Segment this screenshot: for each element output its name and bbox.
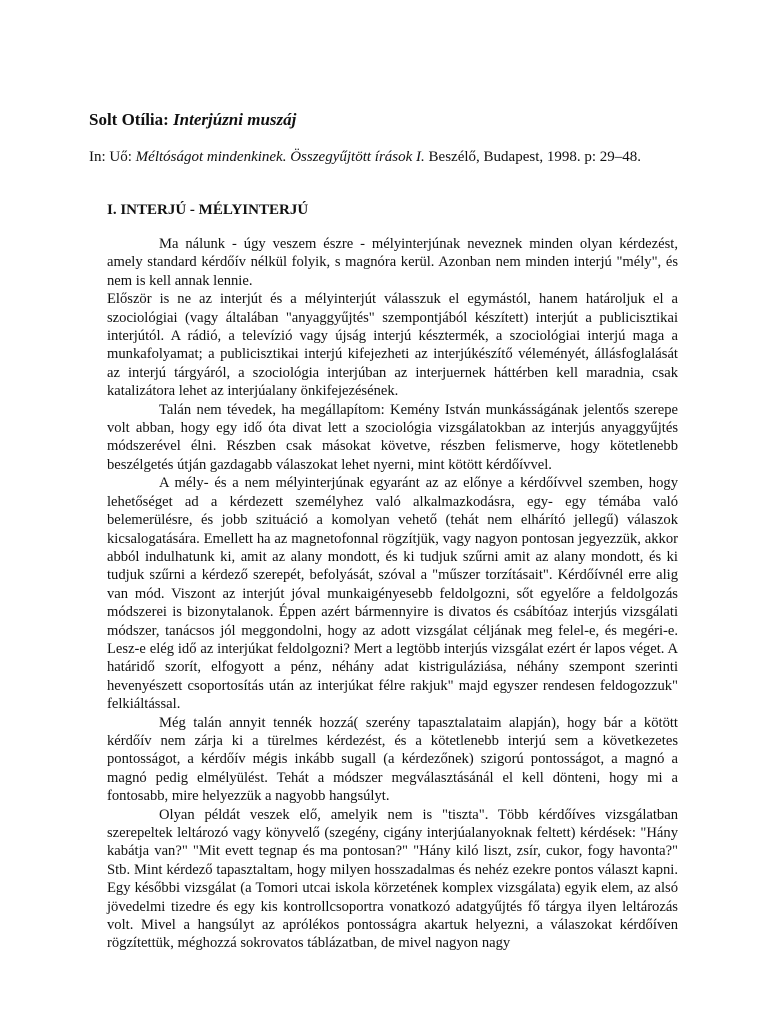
body-text xyxy=(107,235,678,953)
document-title xyxy=(89,110,296,130)
paragraph: Először is ne az interjút és a mélyinterjút válasszuk el egymástól, hanem határoljuk el a szociológiai (vagy általában "anyaggyűjtés" szempontjából készített) interjút a publicisztikai interjútól. A rádió, a televízió vagy újság interjú késztermék, a szociológiai interjú maga a munkafolyamat; a publicisztikai interjú kifejezheti az interjúkészítő véleményét, állásfoglalását az interjú tárgyáról, a szociológia interjúban az interjuernek háttérben kell maradnia, csak katalizátora lehet az interjúalany önkifejezésének. xyxy=(107,291,678,400)
citation-prefix: In: Uő: xyxy=(89,149,132,165)
paragraph: Talán nem tévedek, ha megállapítom: Kemény István munkásságának jelentős szerepe volt abban, hogy egy idő óta divat lett a szociológia vizsgálatokban az interjús anyaggyűjtés módszerével élni. Részben csak másokat követve, részben felismerve, hogy kötetlenebb beszélgetés útján gazdagabb válaszokat lehet nyerni, mint kötött kérdőívvel. xyxy=(107,401,678,473)
paragraph: Ma nálunk - úgy veszem észre - mélyinterjúnak neveznek minden olyan kérdezést, amely standard kérdőív nélkül folyik, s magnóra kerül. Azonban nem minden interjú "mély", és nem is kell annak lennie. xyxy=(107,236,678,289)
work-title: Interjúzni muszáj xyxy=(173,110,297,129)
paragraph: A mély- és a nem mélyinterjúnak egyaránt az az előnye a kérdőívvel szemben, hogy lehetőséget ad a kérdezett személyhez való alkalmazkodásra, egy- egy témába való belemerülésre, és jobb szituáció a komolyan vehető (tehát nem elhárító jellegű) válaszok kicsalogatására. Emellett ha az magnetofonnal rögzítjük, vagy nagyon pontosan jegyezzük, akkor abból indulhatunk ki, amit az alany mondott, és ki tudjuk szűrni amit az alany mondott, és ki tudjuk szűrni a kérdező szerepét, befolyását, szóval a "műszer torzításait". Kérdőívnél erre alig van mód. Viszont az interjút jóval munkaigényesebb feldolgozni, sőt egyelőre a feldolgozás módszerei is bizonytalanok. Éppen azért bármennyire is divatos és csábítóaz interjús vizsgálati módszer, tanácsos jól meggondolni, hogy az adott vizsgálat céljának meg felel-e, és megéri-e. Lesz-e elég idő az interjúkat feldolgozni? Mert a legtöbb interjús vizsgálat ezért ér lapos véget. A határidő szorít, elfogyott a pénz, néhány adat kistriguláziása, néhány szempont szerinti hevenyészett csoportosítás után az interjúkat félre rakjuk" majd egyszer rendesen feldogozzuk" felkiáltással. xyxy=(107,475,678,713)
citation-publisher: Beszélő, Budapest, 1998. p: 29–48. xyxy=(428,149,642,165)
paragraph: Olyan példát veszek elő, amelyik nem is "tiszta". Több kérdőíves vizsgálatban szerepeltek leltározó vagy könyvelő (szegény, cigány interjúalanyoknak feltett) kérdések: "Hány kabátja van?" "Mit evett tegnap és ma pontosan?" "Hány kiló liszt, zsír, cukor, fogy havonta?" Stb. Mint kérdező tapasztaltam, hogy milyen hosszadalmas és nehéz ezekre pontos választ kapni. Egy későbbi vizsgálat (a Tomori utcai iskola körzetének komplex vizsgálata) egyik elem, az alsó jövedelmi tizedre és egy kis kontrollcsoportra vonatkozó adatgyűjtés fő tárgya ilyen leltározás volt. Mivel a hangsúlyt az aprólékos pontosságra akartuk helyezni, a válaszokat kérdőíven rögzítettük, méghozzá sokrovatos táblázatban, de mivel nagyon nagy xyxy=(107,806,678,952)
source-citation xyxy=(89,149,641,166)
paragraph: Még talán annyit tennék hozzá( szerény tapasztalataim alapján), hogy bár a kötött kérdőív nem zárja ki a türelmes kérdezést, és a kötetlenebb interjú sem a következetes pontosságot, a kérdőív mégis inkább sugall (a kérdezőnek) szigorú pontosságot, a magnó a magnó pedig elmélyülést. Tehát a módszer megválasztásánál el kell dönteni, hogy mi a fontosabb, mire helyezzük a nagyobb hangsúlyt. xyxy=(107,714,678,805)
citation-book-title: Méltóságot mindenkinek. Összegyűjtött írások I. xyxy=(135,149,425,165)
section-heading: I. INTERJÚ - MÉLYINTERJÚ xyxy=(107,202,309,218)
author-name: Solt Otília: xyxy=(89,110,169,129)
